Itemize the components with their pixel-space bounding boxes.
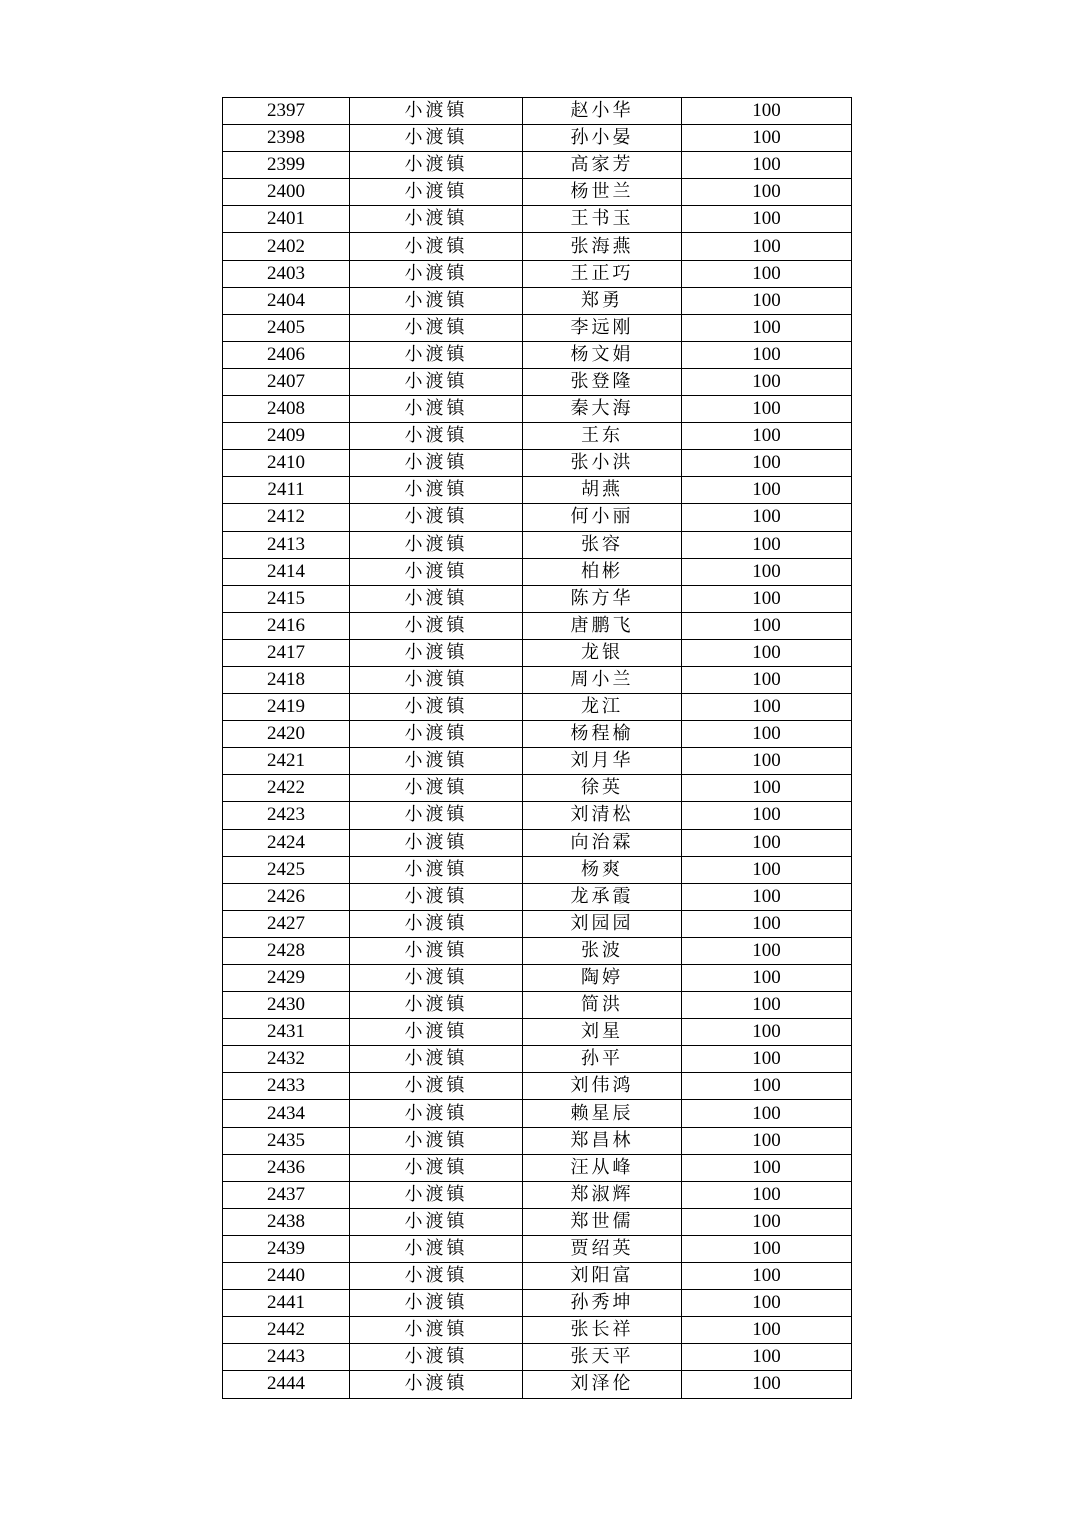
cell-town: 小渡镇 xyxy=(350,287,523,314)
cell-person-name: 张小洪 xyxy=(523,450,682,477)
cell-person-name: 刘阳富 xyxy=(523,1263,682,1290)
cell-person-name: 刘泽伦 xyxy=(523,1371,682,1398)
cell-person-name: 龙承霞 xyxy=(523,883,682,910)
table-row xyxy=(223,1073,852,1100)
cell-seq-number: 2424 xyxy=(223,829,350,856)
cell-amount: 100 xyxy=(682,721,852,748)
cell-amount: 100 xyxy=(682,1235,852,1262)
roster-table-body xyxy=(223,98,852,1399)
cell-seq-number: 2422 xyxy=(223,775,350,802)
cell-seq-number: 2409 xyxy=(223,423,350,450)
table-row xyxy=(223,450,852,477)
table-row xyxy=(223,1208,852,1235)
table-row xyxy=(223,1019,852,1046)
table-row xyxy=(223,639,852,666)
table-row xyxy=(223,423,852,450)
cell-town: 小渡镇 xyxy=(350,260,523,287)
cell-person-name: 刘园园 xyxy=(523,910,682,937)
cell-town: 小渡镇 xyxy=(350,748,523,775)
cell-person-name: 杨世兰 xyxy=(523,179,682,206)
cell-seq-number: 2420 xyxy=(223,721,350,748)
cell-town: 小渡镇 xyxy=(350,775,523,802)
table-row xyxy=(223,314,852,341)
cell-amount: 100 xyxy=(682,802,852,829)
cell-town: 小渡镇 xyxy=(350,1317,523,1344)
cell-amount: 100 xyxy=(682,450,852,477)
cell-person-name: 郑淑辉 xyxy=(523,1181,682,1208)
cell-person-name: 陈方华 xyxy=(523,585,682,612)
table-row xyxy=(223,233,852,260)
cell-amount: 100 xyxy=(682,937,852,964)
cell-amount: 100 xyxy=(682,206,852,233)
cell-person-name: 张容 xyxy=(523,531,682,558)
cell-amount: 100 xyxy=(682,666,852,693)
cell-person-name: 龙银 xyxy=(523,639,682,666)
cell-town: 小渡镇 xyxy=(350,98,523,125)
cell-town: 小渡镇 xyxy=(350,1073,523,1100)
cell-seq-number: 2397 xyxy=(223,98,350,125)
cell-amount: 100 xyxy=(682,829,852,856)
table-row xyxy=(223,531,852,558)
cell-town: 小渡镇 xyxy=(350,639,523,666)
cell-seq-number: 2429 xyxy=(223,965,350,992)
cell-seq-number: 2437 xyxy=(223,1181,350,1208)
cell-seq-number: 2430 xyxy=(223,992,350,1019)
cell-person-name: 汪从峰 xyxy=(523,1154,682,1181)
cell-person-name: 刘星 xyxy=(523,1019,682,1046)
cell-amount: 100 xyxy=(682,531,852,558)
cell-seq-number: 2402 xyxy=(223,233,350,260)
table-row xyxy=(223,98,852,125)
cell-seq-number: 2439 xyxy=(223,1235,350,1262)
table-row xyxy=(223,1317,852,1344)
cell-seq-number: 2443 xyxy=(223,1344,350,1371)
cell-seq-number: 2440 xyxy=(223,1263,350,1290)
cell-town: 小渡镇 xyxy=(350,1371,523,1398)
cell-amount: 100 xyxy=(682,612,852,639)
cell-amount: 100 xyxy=(682,1046,852,1073)
table-row xyxy=(223,287,852,314)
cell-seq-number: 2433 xyxy=(223,1073,350,1100)
cell-seq-number: 2427 xyxy=(223,910,350,937)
cell-amount: 100 xyxy=(682,992,852,1019)
table-row xyxy=(223,612,852,639)
cell-seq-number: 2436 xyxy=(223,1154,350,1181)
cell-person-name: 赖星辰 xyxy=(523,1100,682,1127)
table-row xyxy=(223,152,852,179)
cell-amount: 100 xyxy=(682,179,852,206)
table-row xyxy=(223,1154,852,1181)
table-row xyxy=(223,477,852,504)
cell-seq-number: 2441 xyxy=(223,1290,350,1317)
cell-amount: 100 xyxy=(682,1019,852,1046)
cell-town: 小渡镇 xyxy=(350,965,523,992)
cell-person-name: 刘伟鸿 xyxy=(523,1073,682,1100)
table-row xyxy=(223,179,852,206)
table-row xyxy=(223,585,852,612)
cell-town: 小渡镇 xyxy=(350,1235,523,1262)
cell-amount: 100 xyxy=(682,125,852,152)
roster-table xyxy=(222,97,852,1399)
table-row xyxy=(223,368,852,395)
cell-person-name: 张登隆 xyxy=(523,368,682,395)
cell-person-name: 何小丽 xyxy=(523,504,682,531)
cell-town: 小渡镇 xyxy=(350,1046,523,1073)
cell-person-name: 徐英 xyxy=(523,775,682,802)
cell-town: 小渡镇 xyxy=(350,829,523,856)
table-row xyxy=(223,694,852,721)
cell-seq-number: 2426 xyxy=(223,883,350,910)
cell-amount: 100 xyxy=(682,396,852,423)
cell-person-name: 周小兰 xyxy=(523,666,682,693)
cell-seq-number: 2435 xyxy=(223,1127,350,1154)
cell-amount: 100 xyxy=(682,856,852,883)
cell-person-name: 简洪 xyxy=(523,992,682,1019)
cell-person-name: 刘月华 xyxy=(523,748,682,775)
cell-person-name: 王正巧 xyxy=(523,260,682,287)
cell-seq-number: 2434 xyxy=(223,1100,350,1127)
cell-amount: 100 xyxy=(682,775,852,802)
cell-town: 小渡镇 xyxy=(350,937,523,964)
cell-amount: 100 xyxy=(682,1073,852,1100)
cell-town: 小渡镇 xyxy=(350,233,523,260)
table-row xyxy=(223,748,852,775)
cell-seq-number: 2411 xyxy=(223,477,350,504)
cell-amount: 100 xyxy=(682,1154,852,1181)
cell-person-name: 杨文娟 xyxy=(523,341,682,368)
cell-seq-number: 2416 xyxy=(223,612,350,639)
cell-person-name: 张波 xyxy=(523,937,682,964)
table-row xyxy=(223,1046,852,1073)
table-row xyxy=(223,1371,852,1398)
cell-person-name: 龙江 xyxy=(523,694,682,721)
cell-town: 小渡镇 xyxy=(350,1019,523,1046)
cell-town: 小渡镇 xyxy=(350,1290,523,1317)
cell-person-name: 张长祥 xyxy=(523,1317,682,1344)
cell-seq-number: 2417 xyxy=(223,639,350,666)
cell-person-name: 孙小晏 xyxy=(523,125,682,152)
cell-town: 小渡镇 xyxy=(350,558,523,585)
cell-seq-number: 2408 xyxy=(223,396,350,423)
cell-amount: 100 xyxy=(682,287,852,314)
cell-town: 小渡镇 xyxy=(350,1154,523,1181)
cell-seq-number: 2405 xyxy=(223,314,350,341)
cell-town: 小渡镇 xyxy=(350,694,523,721)
cell-amount: 100 xyxy=(682,965,852,992)
cell-amount: 100 xyxy=(682,341,852,368)
cell-town: 小渡镇 xyxy=(350,531,523,558)
cell-person-name: 郑世儒 xyxy=(523,1208,682,1235)
table-row xyxy=(223,504,852,531)
cell-amount: 100 xyxy=(682,314,852,341)
table-row xyxy=(223,937,852,964)
table-row xyxy=(223,666,852,693)
cell-person-name: 孙平 xyxy=(523,1046,682,1073)
cell-seq-number: 2398 xyxy=(223,125,350,152)
cell-town: 小渡镇 xyxy=(350,477,523,504)
cell-amount: 100 xyxy=(682,883,852,910)
cell-amount: 100 xyxy=(682,748,852,775)
cell-seq-number: 2400 xyxy=(223,179,350,206)
cell-town: 小渡镇 xyxy=(350,1208,523,1235)
cell-person-name: 贾绍英 xyxy=(523,1235,682,1262)
cell-seq-number: 2438 xyxy=(223,1208,350,1235)
table-row xyxy=(223,992,852,1019)
table-row xyxy=(223,206,852,233)
cell-seq-number: 2399 xyxy=(223,152,350,179)
table-row xyxy=(223,965,852,992)
cell-seq-number: 2413 xyxy=(223,531,350,558)
table-row xyxy=(223,1127,852,1154)
cell-person-name: 向治霖 xyxy=(523,829,682,856)
table-row xyxy=(223,910,852,937)
table-row xyxy=(223,883,852,910)
cell-amount: 100 xyxy=(682,1263,852,1290)
cell-town: 小渡镇 xyxy=(350,450,523,477)
cell-amount: 100 xyxy=(682,423,852,450)
cell-town: 小渡镇 xyxy=(350,1100,523,1127)
cell-town: 小渡镇 xyxy=(350,125,523,152)
cell-amount: 100 xyxy=(682,1100,852,1127)
cell-person-name: 孙秀坤 xyxy=(523,1290,682,1317)
cell-town: 小渡镇 xyxy=(350,802,523,829)
cell-town: 小渡镇 xyxy=(350,423,523,450)
cell-amount: 100 xyxy=(682,1290,852,1317)
cell-person-name: 张天平 xyxy=(523,1344,682,1371)
cell-person-name: 陶婷 xyxy=(523,965,682,992)
table-row xyxy=(223,1344,852,1371)
table-row xyxy=(223,1235,852,1262)
cell-person-name: 王书玉 xyxy=(523,206,682,233)
table-row xyxy=(223,1290,852,1317)
cell-town: 小渡镇 xyxy=(350,910,523,937)
cell-seq-number: 2407 xyxy=(223,368,350,395)
cell-seq-number: 2415 xyxy=(223,585,350,612)
table-row xyxy=(223,856,852,883)
cell-seq-number: 2442 xyxy=(223,1317,350,1344)
cell-person-name: 李远刚 xyxy=(523,314,682,341)
cell-seq-number: 2432 xyxy=(223,1046,350,1073)
cell-town: 小渡镇 xyxy=(350,612,523,639)
table-row xyxy=(223,721,852,748)
table-row xyxy=(223,1100,852,1127)
table-row xyxy=(223,1263,852,1290)
cell-seq-number: 2428 xyxy=(223,937,350,964)
cell-seq-number: 2414 xyxy=(223,558,350,585)
cell-amount: 100 xyxy=(682,260,852,287)
cell-town: 小渡镇 xyxy=(350,1181,523,1208)
cell-town: 小渡镇 xyxy=(350,504,523,531)
cell-town: 小渡镇 xyxy=(350,721,523,748)
cell-amount: 100 xyxy=(682,152,852,179)
cell-amount: 100 xyxy=(682,639,852,666)
cell-amount: 100 xyxy=(682,368,852,395)
cell-seq-number: 2419 xyxy=(223,694,350,721)
cell-seq-number: 2421 xyxy=(223,748,350,775)
cell-town: 小渡镇 xyxy=(350,883,523,910)
cell-person-name: 王东 xyxy=(523,423,682,450)
cell-seq-number: 2423 xyxy=(223,802,350,829)
cell-seq-number: 2410 xyxy=(223,450,350,477)
cell-town: 小渡镇 xyxy=(350,368,523,395)
cell-person-name: 高家芳 xyxy=(523,152,682,179)
cell-amount: 100 xyxy=(682,1127,852,1154)
cell-person-name: 郑昌林 xyxy=(523,1127,682,1154)
cell-seq-number: 2431 xyxy=(223,1019,350,1046)
cell-person-name: 杨程榆 xyxy=(523,721,682,748)
cell-town: 小渡镇 xyxy=(350,179,523,206)
cell-amount: 100 xyxy=(682,910,852,937)
cell-town: 小渡镇 xyxy=(350,856,523,883)
cell-town: 小渡镇 xyxy=(350,992,523,1019)
cell-person-name: 张海燕 xyxy=(523,233,682,260)
cell-town: 小渡镇 xyxy=(350,341,523,368)
cell-amount: 100 xyxy=(682,558,852,585)
cell-amount: 100 xyxy=(682,477,852,504)
cell-seq-number: 2401 xyxy=(223,206,350,233)
cell-town: 小渡镇 xyxy=(350,152,523,179)
table-row xyxy=(223,558,852,585)
table-row xyxy=(223,829,852,856)
cell-town: 小渡镇 xyxy=(350,1127,523,1154)
cell-town: 小渡镇 xyxy=(350,1344,523,1371)
table-row xyxy=(223,125,852,152)
cell-town: 小渡镇 xyxy=(350,206,523,233)
cell-amount: 100 xyxy=(682,1344,852,1371)
cell-seq-number: 2404 xyxy=(223,287,350,314)
cell-seq-number: 2412 xyxy=(223,504,350,531)
cell-town: 小渡镇 xyxy=(350,396,523,423)
table-row xyxy=(223,341,852,368)
table-row xyxy=(223,260,852,287)
cell-person-name: 唐鹏飞 xyxy=(523,612,682,639)
cell-amount: 100 xyxy=(682,585,852,612)
cell-town: 小渡镇 xyxy=(350,314,523,341)
cell-amount: 100 xyxy=(682,1371,852,1398)
cell-person-name: 柏彬 xyxy=(523,558,682,585)
cell-town: 小渡镇 xyxy=(350,585,523,612)
table-row xyxy=(223,802,852,829)
cell-amount: 100 xyxy=(682,694,852,721)
cell-person-name: 杨爽 xyxy=(523,856,682,883)
cell-amount: 100 xyxy=(682,1208,852,1235)
cell-town: 小渡镇 xyxy=(350,666,523,693)
cell-person-name: 赵小华 xyxy=(523,98,682,125)
cell-amount: 100 xyxy=(682,98,852,125)
cell-seq-number: 2425 xyxy=(223,856,350,883)
cell-amount: 100 xyxy=(682,1181,852,1208)
cell-town: 小渡镇 xyxy=(350,1263,523,1290)
cell-seq-number: 2444 xyxy=(223,1371,350,1398)
cell-amount: 100 xyxy=(682,233,852,260)
cell-seq-number: 2406 xyxy=(223,341,350,368)
cell-seq-number: 2403 xyxy=(223,260,350,287)
table-row xyxy=(223,775,852,802)
cell-amount: 100 xyxy=(682,504,852,531)
table-row xyxy=(223,396,852,423)
cell-seq-number: 2418 xyxy=(223,666,350,693)
cell-person-name: 秦大海 xyxy=(523,396,682,423)
cell-person-name: 刘清松 xyxy=(523,802,682,829)
cell-person-name: 胡燕 xyxy=(523,477,682,504)
cell-person-name: 郑勇 xyxy=(523,287,682,314)
cell-amount: 100 xyxy=(682,1317,852,1344)
table-row xyxy=(223,1181,852,1208)
